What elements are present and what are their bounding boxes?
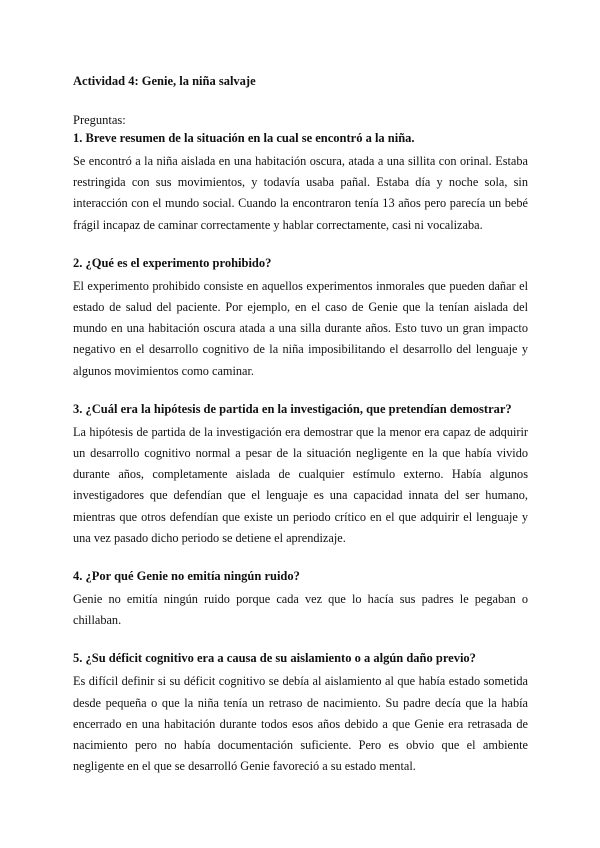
intro-label: Preguntas: bbox=[73, 113, 126, 127]
question-answer: El experimento prohibido consiste en aquellos experimentos inmorales que pueden dañar el estado de salud del paciente. Por ejemplo, en el caso de Genie que la tenían aislada del mundo en una habitación oscura atada a una silla durante años. Esto tuvo un gran impacto negativo en el desarrollo cognitivo de la niña imposibilitando el desarrollo del lenguaje y algunos movimientos como caminar. bbox=[73, 278, 528, 378]
question-3 bbox=[73, 400, 528, 549]
question-heading: 2. ¿Qué es el experimento prohibido? bbox=[73, 255, 272, 270]
question-2 bbox=[73, 254, 528, 382]
question-4 bbox=[73, 567, 528, 631]
question-answer: Se encontró a la niña aislada en una habitación oscura, atada a una sillita con orinal. Estaba restringida con sus movimientos, y todavía usaba pañal. Estaba día y noche sola, sin interacción con el mundo social. Cuando la encontraron tenía 13 años pero parecía un bebé frágil incapaz de caminar correctamente y hablar correctamente, casi ni vocalizaba. bbox=[73, 154, 528, 232]
question-1 bbox=[73, 129, 528, 236]
question-answer: La hipótesis de partida de la investigación era demostrar que la menor era capaz de adquirir un desarrollo cognitivo normal a pesar de la situación negligente en la que había vivido durante años, completamente aislada de cualquier estímulo externo. Había algunos investigadores que defendían que el lenguaje es una capacidad innata del ser humano, mientras que otros defendían que existe un periodo crítico en el que adquirir el lenguaje y una vez pasado dicho periodo se detiene el aprendizaje. bbox=[73, 424, 528, 545]
question-heading: 5. ¿Su déficit cognitivo era a causa de su aislamiento o a algún daño previo? bbox=[73, 651, 476, 666]
document-title: Actividad 4: Genie, la niña salvaje bbox=[73, 74, 256, 88]
question-answer: Es difícil definir si su déficit cognitivo se debía al aislamiento al que había estado sometida desde pequeña o que la niña tenía un retraso de nacimiento. Su padre decía que la había encerrado en una habitación durante todos esos años debido a que Genie era retrasada de nacimiento pero no había documentación suficiente. Pero es obvio que el ambiente negligente en el que se desarrolló Genie favoreció a su estado mental. bbox=[73, 674, 528, 774]
question-5 bbox=[73, 649, 528, 777]
question-heading: 1. Breve resumen de la situación en la cual se encontró a la niña. bbox=[73, 131, 415, 145]
question-answer: Genie no emitía ningún ruido porque cada vez que lo hacía sus padres le pegaban o chillaban. bbox=[73, 592, 528, 628]
question-heading: 4. ¿Por qué Genie no emitía ningún ruido? bbox=[73, 569, 300, 584]
question-heading: 3. ¿Cuál era la hipótesis de partida en la investigación, que pretendían demostrar? bbox=[73, 401, 512, 416]
